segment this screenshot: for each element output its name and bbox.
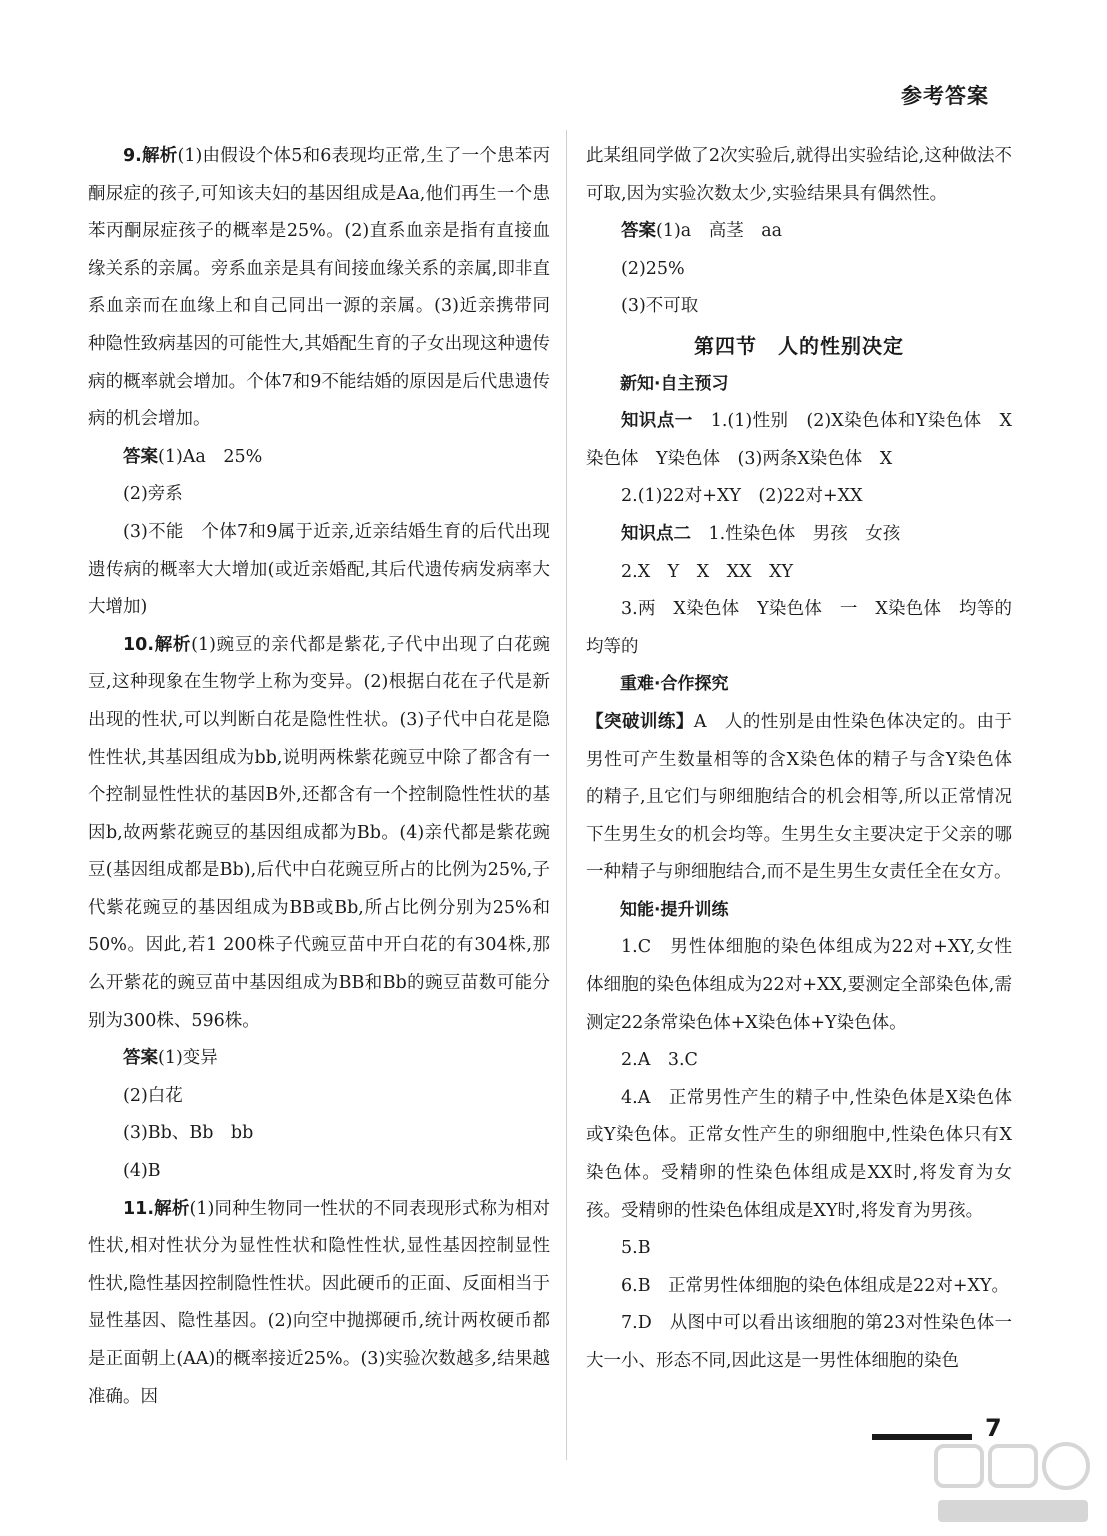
q10-answer-3: (3)Bb、Bb bb [123,1123,254,1144]
q9-answer-1: 答案(1)Aa 25% [123,446,263,467]
header-label: 参考答案 [901,84,989,108]
breakthrough-training: 【突破训练】A 人的性别是由性染色体决定的。由于男性可产生数量相等的含X染色体的精子与含Y染色体的精子,且它们与卵细胞结合的机会相等,所以正常情况下生男生女的机会均等。生男生女主要决定于父亲的哪一种精子与卵细胞结合,而不是生男生女责任全在女方。 [586,711,1013,883]
q10-answer-4: (4)B [123,1161,161,1182]
q11-tag: 11.解析 [123,1198,190,1219]
right-column [586,138,1030,1381]
page-number: 7 [985,1414,1002,1442]
q10-answer-2: (2)白花 [123,1085,183,1106]
knowledge-point-2-line2: 2.X Y X XX XY [621,561,794,582]
column-divider [566,130,567,1460]
training-7: 7.D 从图中可以看出该细胞的第23对性染色体一大一小、形态不同,因此这是一男性体细胞的染色 [586,1313,1012,1371]
breakthrough-tag: 【突破训练】 [586,711,694,732]
knowledge-point-1: 知识点一 1.(1)性别 (2)X染色体和Y染色体 X染色体 Y染色体 (3)两条X染色体 X [586,411,1013,469]
q11-continued: 此某组同学做了2次实验后,就得出实验结论,这种做法不可取,因为实验次数太少,实验结果具有偶然性。 [586,146,1012,204]
q11-answer-3: (3)不可取 [621,296,699,317]
q11-answer-tag: 答案 [621,221,656,242]
q9-answer-3: (3)不能 个体7和9属于近亲,近亲结婚生育的后代出现遗传病的概率大大增加(或近亲婚配,其后代遗传病发病率大大增加) [88,521,550,618]
q10-tag: 10.解析 [123,634,192,655]
training-1: 1.C 男性体细胞的染色体组成为22对+XY,女性体细胞的染色体组成为22对+XX,要测定全部染色体,需测定22条常染色体+X染色体+Y染色体。 [586,937,1012,1033]
section-title: 第四节 人的性别决定 [694,333,904,358]
knowledge-point-2-line3: 3.两 X染色体 Y染色体 一 X染色体 均等的 均等的 [586,599,1030,657]
q10-text: (1)豌豆的亲代都是紫花,子代中出现了白花豌豆,这种现象在生物学上称为变异。(2)根据白花在子代是新出现的性状,可以判断白花是隐性性状。(3)子代中白花是隐性性状,其基因组成为bb,说明两株紫花豌豆中除了都含有一个控制显性性状的基因B外,还都含有一个控制隐性性状的基因b,故两紫花豌豆的基因组成都为Bb。(4)亲代都是紫花豌豆(基因组成都是Bb),后代中白花豌豆所占的比例为25%,子代紫花豌豆的基因组成为BB或Bb,所占比例分别为25%和50%。因此,若1 200株子代豌豆苗中开白花的有304株,那么开紫花的豌豆苗中基因组成为BB和Bb的豌豆苗数可能分别为300株、596株。 [88,634,550,1031]
q9-analysis [88,138,550,439]
q10-analysis [88,627,550,1041]
q11-analysis [88,1191,550,1417]
q11-answer-1: 答案(1)a 高茎 aa [621,221,783,242]
watermark-logo [928,1440,1098,1530]
q11-answer-2: (2)25% [621,258,685,279]
q11-text: (1)同种生物同一性状的不同表现形式称为相对性状,相对性状分为显性性状和隐性性状,显性基因控制显性性状,隐性基因控制隐性性状。因此硬币的正面、反面相当于显性基因、隐性基因。(2)向空中抛掷硬币,统计两枚硬币都是正面朝上(AA)的概率接近25%。(3)实验次数越多,结果越准确。因 [88,1198,550,1407]
training-heading: 知能·提升训练 [620,899,729,920]
explore-heading: 重难·合作探究 [620,674,729,695]
training-2-3: 2.A 3.C [621,1050,698,1071]
preview-heading: 新知·自主预习 [620,373,729,394]
knowledge-point-1-line2: 2.(1)22对+XY (2)22对+XX [621,486,863,507]
training-5: 5.B [621,1238,651,1259]
kp2-tag: 知识点二 [621,523,691,544]
q10-answer-tag: 答案 [123,1048,158,1069]
knowledge-point-2: 知识点二 1.性染色体 男孩 女孩 [621,523,901,544]
q9-tag: 9.解析 [123,146,178,166]
q9-answer-2: (2)旁系 [123,484,183,505]
left-column [88,138,550,1416]
training-4: 4.A 正常男性产生的精子中,性染色体是X染色体或Y染色体。正常女性产生的卵细胞中,性染色体只有X染色体。受精卵的性染色体组成是XX时,将发育为女孩。受精卵的性染色体组成是XY时,将发育为男孩。 [586,1087,1012,1221]
q9-text: (1)由假设个体5和6表现均正常,生了一个患苯丙酮尿症的孩子,可知该夫妇的基因组成是Aa,他们再生一个患苯丙酮尿症孩子的概率是25%。(2)直系血亲是指有直接血缘关系的亲属。旁系血亲是具有间接血缘关系的亲属,即非直系血亲而在血缘上和自己同出一源的亲属。(3)近亲携带同种隐性致病基因的可能性大,其婚配生育的子女出现这种遗传病的概率就会增加。个体7和9不能结婚的原因是后代患遗传病的机会增加。 [88,146,551,430]
q9-answer-tag: 答案 [123,446,158,467]
kp1-tag: 知识点一 [621,411,693,432]
q10-answer-1: 答案(1)变异 [123,1048,218,1069]
training-6: 6.B 正常男性体细胞的染色体组成是22对+XY。 [621,1275,1009,1296]
